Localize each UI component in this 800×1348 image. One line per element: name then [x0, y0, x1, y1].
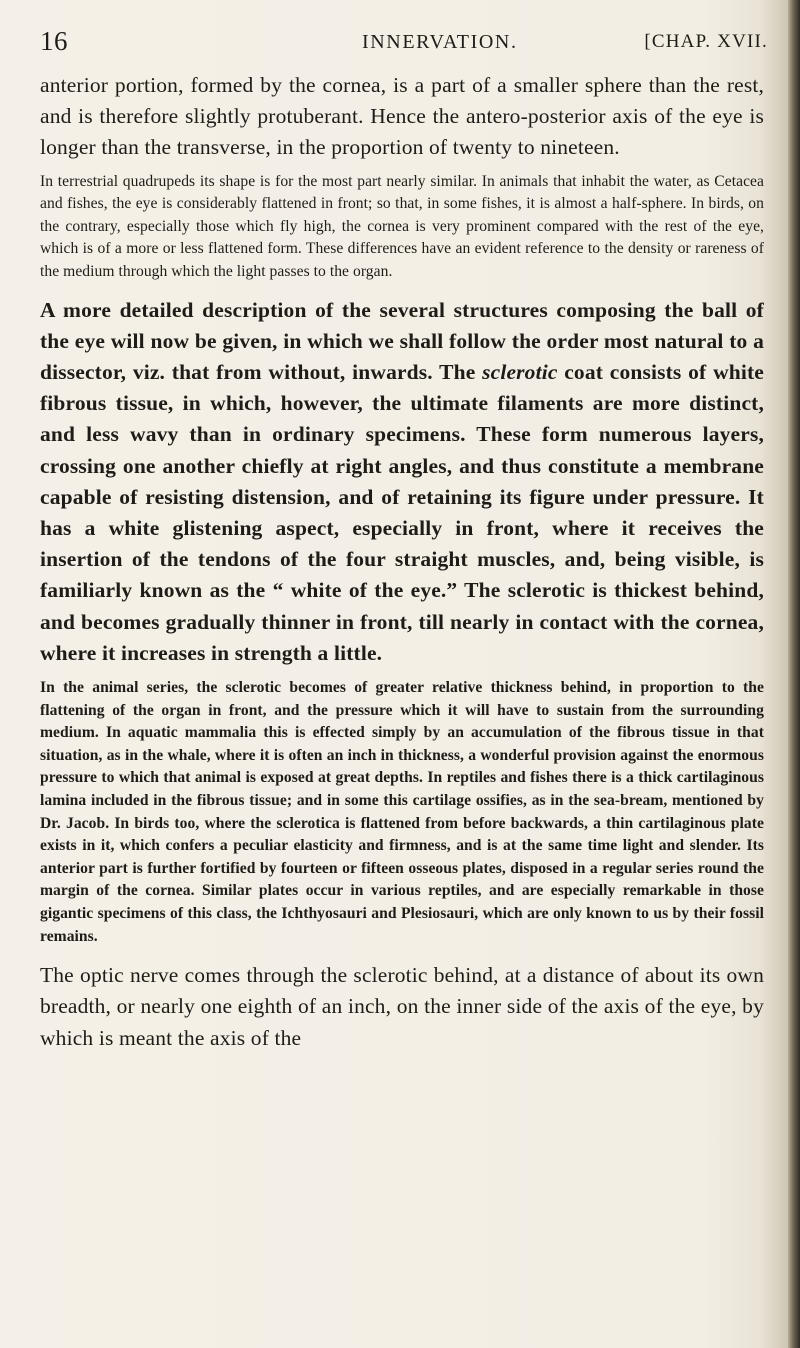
note-animal-series: In the animal series, the sclerotic becomes of greater relative thickness behind, in proportion to the flattening of the organ in front, and the pressure which it will have to sustain from the surrounding medium. In aquatic mammalia this is effected simply by an accumulation of the fibrous tissue in that situation, as in the whale, where it is often an inch in thickness, a wonderful provision against the enormous pressure to which that animal is exposed at great depths. In reptiles and fishes there is a thick cartilaginous lamina included in the fibrous tissue; and in some this cartilage ossifies, as in the sea-bream, mentioned by Dr. Jacob. In birds too, where the sclerotica is flattened from before backwards, a thin cartilaginous plate exists in it, which confers a peculiar elasticity and firmness, and is at the same time light and slender. Its anterior part is further fortified by fourteen or fifteen osseous plates, disposed in a regular series round the margin of the cornea. Similar plates occur in various reptiles, and are especially remarkable in those gigantic specimens of this class, the Ichthyosauri and Plesiosauri, which are only known to us by their fossil remains.	[40, 679, 764, 945]
paragraph-optic-nerve: The optic nerve comes through the sclerotic behind, at a distance of about its own breadth, or nearly one eighth of an inch, on the inner side of the axis of the eye, by which is meant the axis of the	[40, 963, 764, 1050]
running-head: INNERVATION.	[362, 31, 518, 53]
sclerotic-italic-term: sclerotic	[482, 359, 558, 384]
paragraph-anterior-portion: anterior portion, formed by the cornea, is a part of a smaller sphere than the rest, and is therefore slightly protuberant. Hence the antero-posterior axis of the eye is longer than the transverse, in the proportion of twenty to nineteen.	[40, 73, 764, 160]
note-terrestrial-quadrupeds: In terrestrial quadrupeds its shape is for the most part nearly similar. In animals that inhabit the water, as Cetacea and fishes, the eye is considerably flattened in front; so that, in some fishes, it is almost a half-sphere. In birds, on the contrary, especially those which fly high, the cornea is very prominent compared with the rest of the eye, which is of a more or less flattened form. These differences have an evident reference to the density or rareness of the medium through which the light passes to the organ.	[40, 172, 764, 280]
page-binding-edge	[788, 0, 800, 1348]
page-number: 16	[40, 26, 68, 56]
page-body	[40, 70, 764, 1054]
sclerotic-text-after: coat consists of white fibrous tissue, in which, however, the ultimate filaments are more distinct, and less wavy than in ordinary specimens. These form numerous layers, crossing one another chiefly at right angles, and thus constitute a membrane capable of resisting distension, and of retaining its figure under pressure. It has a white glistening aspect, especially in front, where it receives the insertion of the tendons of the four straight muscles, and, being visible, is familiarly known as the “ white of the eye.” The sclerotic is thickest behind, and becomes gradually thinner in front, till nearly in contact with the cornea, where it increases in strength a little.	[40, 359, 764, 665]
chapter-label: [CHAP. XVII.	[644, 31, 768, 52]
page-header	[40, 26, 768, 60]
sclerotic-text-before: A more detailed description of the several structures composing the ball of the eye will now be given, in which we shall follow the order most natural to a dissector, viz. that from without, inwards. The	[40, 297, 764, 384]
paragraph-sclerotic-coat	[40, 295, 764, 669]
